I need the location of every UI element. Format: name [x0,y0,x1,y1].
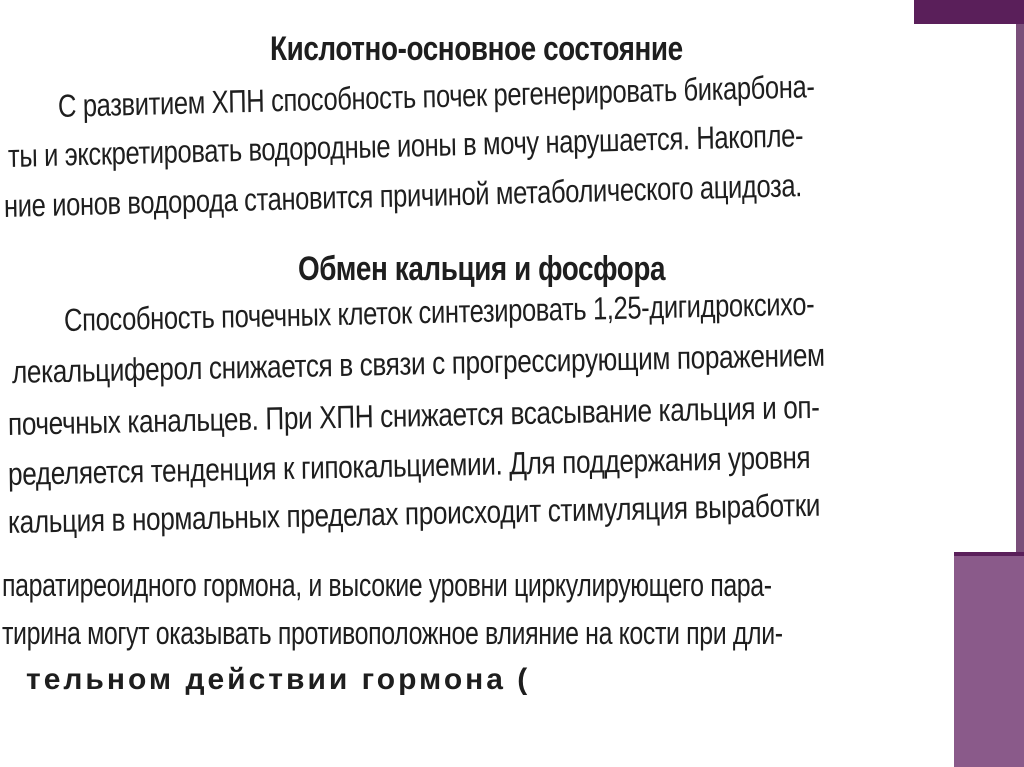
text-line: почечных канальцев. При ХПН снижается всасывание кальция и оп- [7,388,820,442]
text-line: С развитием ХПН способность почек регенерировать бикарбона- [57,68,815,124]
scanned-page-lower [0,555,954,695]
text-line-partial: тельном действии гормона ( [26,663,531,696]
decorative-corner-block-bottom [954,552,1024,767]
text-line: паратиреоидного гормона, и высокие уровни циркулирующего пара- [2,567,772,603]
section-heading-calcium-phosphorus: Обмен кальция и фосфора [298,250,666,288]
text-line: лекальциферол снижается в связи с прогрессирующим поражением [11,336,825,390]
text-line: ние ионов водорода становится причиной метаболического ацидоза. [3,167,803,224]
section-heading-acid-base: Кислотно-основное состояние [270,30,683,68]
text-line: тирина могут оказывать противоположное влияние на кости при дли- [2,615,783,651]
decorative-corner-block-top [914,0,1024,24]
scanned-page-upper [0,20,1024,580]
text-line: ты и экскретировать водородные ионы в мочу нарушается. Накопле- [7,117,804,174]
text-line: Способность почечных клеток синтезировать 1,25-дигидроксихо- [63,285,815,338]
text-line: ределяется тенденция к гипокальциемии. Для поддержания уровня [7,438,811,492]
text-line: кальция в нормальных пределах происходит стимуляция выработки [7,486,821,540]
